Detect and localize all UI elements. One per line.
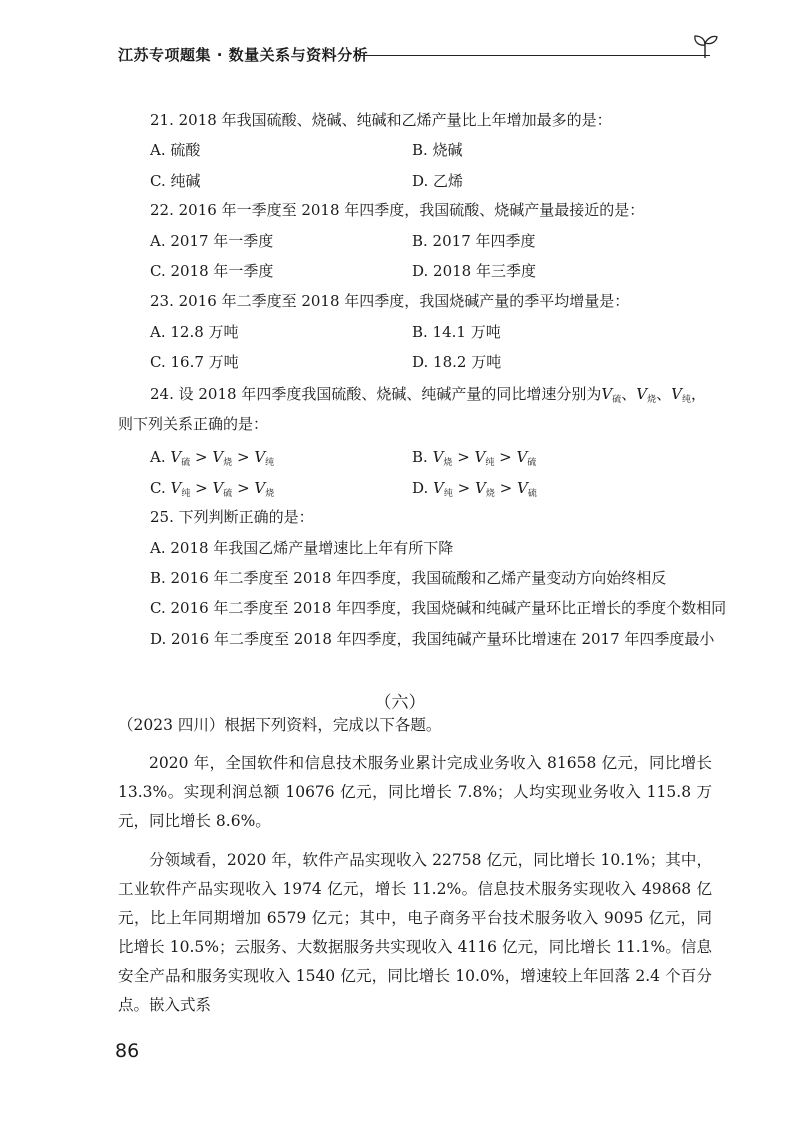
q24-stem-line2: 则下列关系正确的是：: [118, 415, 269, 433]
running-title: 江苏专项题集 · 数量关系与资料分析: [118, 46, 369, 64]
page-header: [0, 30, 800, 70]
comma: ，: [690, 385, 706, 403]
page-number: 86: [115, 1040, 140, 1062]
q24-stem: [150, 384, 706, 410]
q23-option-c: C. 16.7 万吨: [150, 353, 239, 371]
q25-option-a: A. 2018 年我国乙烯产量增速比上年有所下降: [150, 539, 454, 557]
q24-options-row1: [150, 447, 537, 473]
q23-options-row1: [150, 322, 501, 342]
q24-option-b: B. $V_烧 > V_纯 > V_硫$: [412, 448, 537, 468]
q25-option-d: D. 2016 年二季度至 2018 年四季度，我国纯碱产量环比增速在 2017 年四季度最小: [150, 630, 715, 648]
subscript-liu: 硫: [612, 395, 622, 405]
q23-stem: 23. 2016 年二季度至 2018 年四季度，我国烧碱产量的季平均增量是：: [150, 292, 630, 310]
q24-option-a: A. $V_硫 > V_烧 > V_纯$: [150, 448, 275, 468]
q24-stem-prefix: 24. 设 2018 年四季度我国硫酸、烧碱、纯碱产量的同比增速分别为: [150, 385, 602, 403]
section-source: （2023 四川）根据下列资料，完成以下各题。: [118, 716, 442, 734]
v-symbol: V: [671, 385, 682, 403]
section-title: （六）: [374, 693, 426, 713]
q21-option-c: C. 纯碱: [150, 172, 201, 190]
v-symbol: V: [636, 385, 648, 403]
q21-options-row1: [150, 140, 463, 160]
q22-options-row1: [150, 231, 536, 251]
q23-option-b: B. 14.1 万吨: [412, 323, 501, 341]
q21-option-b: B. 烧碱: [412, 141, 463, 159]
q23-options-row2: [150, 352, 502, 372]
q24-options-row2: [150, 478, 537, 504]
q22-option-b: B. 2017 年四季度: [412, 232, 536, 250]
q23-option-a: A. 12.8 万吨: [150, 323, 239, 341]
q21-options-row2: [150, 171, 464, 191]
q24-option-d: D. $V_纯 > V_烧 > V_硫$: [412, 479, 537, 499]
q22-stem: 22. 2016 年一季度至 2018 年四季度，我国硫酸、烧碱产量最接近的是：: [150, 201, 645, 219]
q24-option-c: C. $V_纯 > V_硫 > V_烧$: [150, 479, 275, 499]
paragraph-1: 2020 年，全国软件和信息技术服务业累计完成业务收入 81658 亿元，同比增长 13.3%。实现利润总额 10676 亿元，同比增长 7.8%；人均实现业务收入 115.8 万元，同比增长 8.6%。: [118, 754, 712, 830]
q22-option-c: C. 2018 年一季度: [150, 262, 274, 280]
separator: 、: [621, 385, 637, 403]
q25-option-c: C. 2016 年二季度至 2018 年四季度，我国烧碱和纯碱产量环比正增长的季度个数相同: [150, 599, 727, 617]
q21-option-a: A. 硫酸: [150, 141, 201, 159]
separator: 、: [656, 385, 672, 403]
q21-stem: 21. 2018 年我国硫酸、烧碱、纯碱和乙烯产量比上年增加最多的是：: [150, 111, 612, 129]
q25-option-b: B. 2016 年二季度至 2018 年四季度，我国硫酸和乙烯产量变动方向始终相反: [150, 569, 667, 587]
v-symbol: V: [601, 385, 613, 403]
subscript-chun: 纯: [681, 395, 691, 405]
q21-option-d: D. 乙烯: [412, 172, 464, 190]
header-rule: [358, 55, 710, 56]
q22-option-d: D. 2018 年三季度: [412, 262, 536, 280]
q25-stem: 25. 下列判断正确的是：: [150, 508, 314, 526]
q23-option-d: D. 18.2 万吨: [412, 353, 502, 371]
q22-options-row2: [150, 261, 536, 281]
paragraph-2: 分领域看，2020 年，软件产品实现收入 22758 亿元，同比增长 10.1%；其中，工业软件产品实现收入 1974 亿元，增长 11.2%。信息技术服务实现收入 49868 亿元，比上年同期增加 6579 亿元；其中，电子商务平台技术服务收入 9095 亿元，同比增长 10.5%；云服务、大数据服务共实现收入 4116 亿元，同比增长 11.1%。信息安全产品和服务实现收入 1540 亿元，同比增长 10.0%，增速较上年回落 2.4 个百分点。嵌入式系: [118, 851, 712, 1014]
sprout-icon: [690, 30, 720, 60]
subscript-shao: 烧: [647, 395, 657, 405]
q22-option-a: A. 2017 年一季度: [150, 232, 274, 250]
